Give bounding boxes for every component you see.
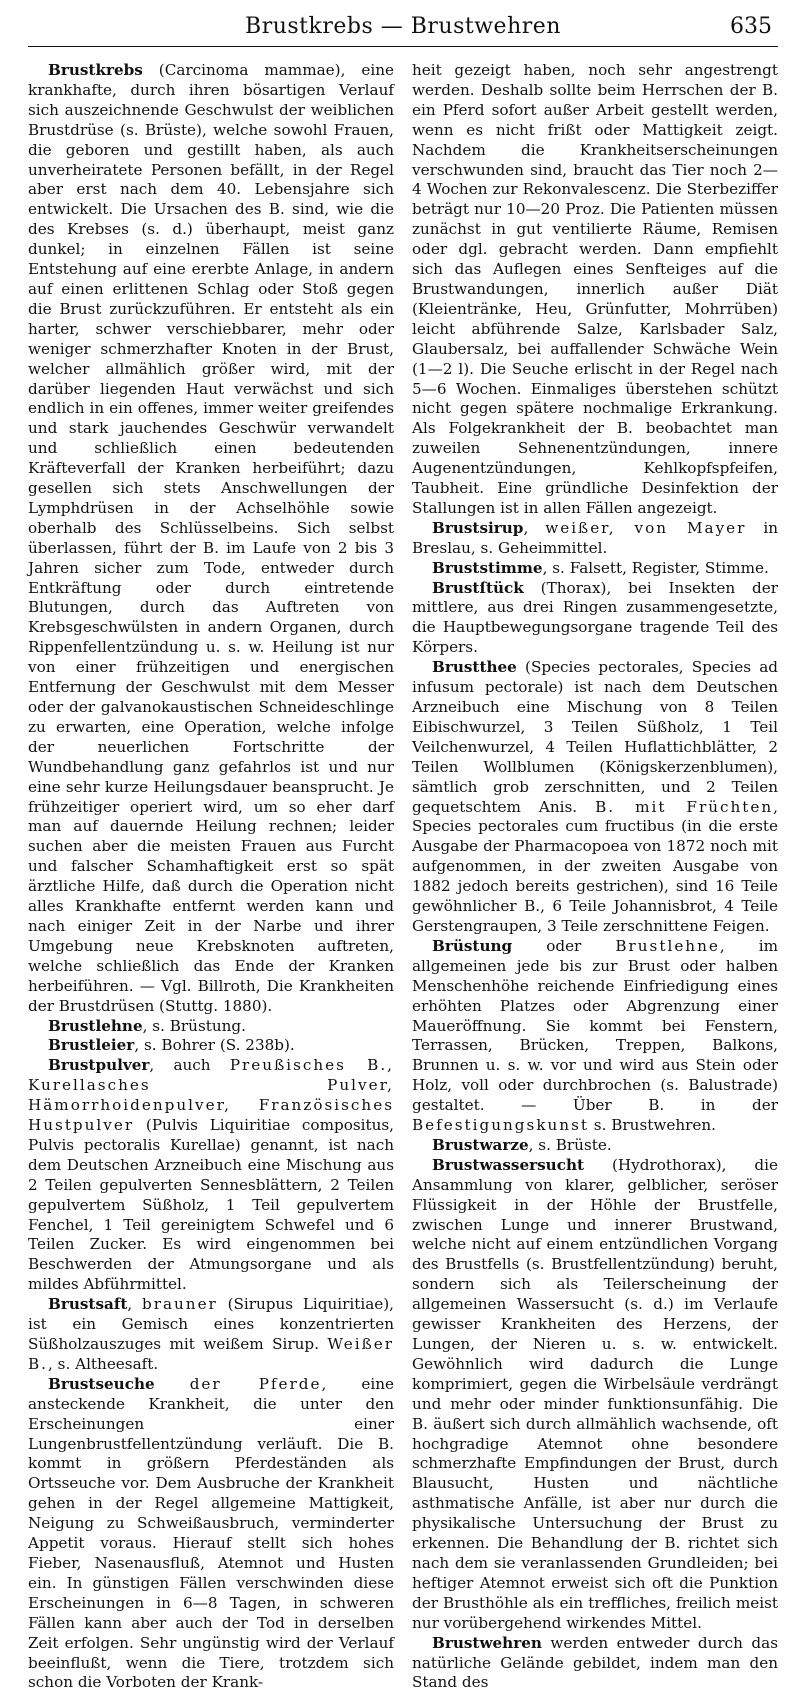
headword: Brüstung xyxy=(432,936,513,955)
entry-text: , Species pectorales cum fructibus (in die erste Ausgabe der Pharmacopoea von 1872 noch mit aufgenommen, in der zweiten Ausgabe von 1882 jedoch bereits gestrichen), sind 16 Teile gewöhnlicher B., 6 Teile Johannisbrot, 4 Teile Gerstengraupen, 3 Teile zerschnittene Feigen. xyxy=(412,797,778,935)
spaced-term: der Pferde xyxy=(189,1374,322,1393)
entry-brustthee xyxy=(412,658,778,937)
entry-brustkrebs xyxy=(28,61,394,1017)
headword: Brustſtück xyxy=(432,578,524,597)
entry-text: , s. Bohrer (S. 238b). xyxy=(134,1036,295,1055)
spaced-term: Weißer B. xyxy=(28,1335,394,1373)
headword: Brustpulver xyxy=(48,1056,150,1075)
entry-text: , auch xyxy=(149,1056,230,1075)
entry-brustseuche-continued: heit gezeigt haben, noch sehr angestrengt werden. Deshalb sollte beim Herrschen der B. ein Pferd sofort außer Arbeit gestellt werden, wenn es nicht frißt oder Mattigkeit zeigt. Nachdem die Krankheitserscheinungen verschwunden sind, braucht das Tier noch 2—4 Wochen zur Rekonvalescenz. Die Sterbeziffer beträgt nur 10—20 Proz. Die Patienten müssen zunächst in gut ventilierte Räume, Remisen oder dgl. gebracht werden. Dann empfiehlt sich das Auflegen eines Senfteiges auf die Brustwandungen, innerlich außer Diät (Kleientränke, Heu, Grünfutter, Mohrrüben) leicht abführende Salze, Karlsbader Salz, Glaubersalz, bei auffallender Schwäche Wein (1—2 l). Die Seuche erlischt in der Regel nach 5—6 Wochen. Einmaliges überstehen schützt nicht gegen spätere nochmalige Erkrankung. Als Folgekrankheit der B. beobachtet man zuweilen Sehnenentzündungen, innere Augenentzündungen, Kehlkopfspfeifen, Taubheit. Eine gründliche Desinfektion der Stallungen ist in allen Fällen angezeigt. xyxy=(412,61,778,517)
entry-text: (Sirupus Liquiritiae), ist ein Gemisch eines konzentrierten Süßholzauszuges mit weißem Sirup. xyxy=(28,1295,395,1353)
headword: Brustleier xyxy=(48,1036,135,1055)
entry-text: , s. Brüste. xyxy=(528,1135,612,1154)
entry-text: , im allgemeinen jede bis zur Brust oder halben Menschenhöhe reichende Einfriedigung eines erhöhten Platzes oder Abgrenzung einer Maueröffnung. Sie kommt bei Fenstern, Terrassen, Brücken, Treppen, Balkons, Brunnen u. s. w. vor und wird aus Stein oder Holz, voll oder durchbrochen (s. Balustrade) gestaltet. — Über B. in der xyxy=(412,936,778,1115)
entry-text: , s. Falsett, Register, Stimme. xyxy=(542,558,769,577)
running-title: Brustkrebs — Brustwehren xyxy=(245,14,561,39)
headword: Brustsirup xyxy=(432,518,524,537)
headword: Brustlehne xyxy=(48,1016,143,1035)
entry-text: (Carcinoma mammae), eine krankhafte, durch ihren bösartigen Verlauf sich auszeichnende Geschwulst der weiblichen Brustdrüse (s. Brüste), welche sowohl Frauen, die geboren und gestillt haben, als auch unverheiratete Personen befällt, in der Regel aber erst nach dem 40. Lebensjahre sich entwickelt. Die Ursachen des B. sind, wie die des Krebses (s. d.) überhaupt, meist ganz dunkel; in einzelnen Fällen ist seine Entstehung auf eine ererbte Anlage, in andern auf einen erlittenen Schlag oder Stoß gegen die Brust zurückzuführen. Er entsteht als ein harter, schwer verschiebbarer, mehr oder weniger schmerzhafter Knoten in der Brust, welcher allmählich größer wird, mit der darüber liegenden Haut verwächst und sich endlich in ein offenes, immer weiter greifendes und stark jauchendes Geschwür verwandelt und schließlich einen bedeutenden Kräfteverfall der Kranken herbeiführt; dazu gesellen sich stets Anschwellungen der Lymphdrüsen in der Achselhöhle sowie oberhalb des Schlüsselbeins. Sich selbst überlassen, führt der B. im Laufe von 2 bis 3 Jahren sicher zum Tode, entweder durch Entkräftung oder durch eintretende Blutungen, durch das Auftreten von Krebsgeschwülsten in andern Organen, durch Rippenfellentzündung u. s. w. Heilung ist nur von einer frühzeitigen und energischen Entfernung der Geschwulst mit dem Messer oder der galvanokaustischen Schneideschlinge zu erwarten, eine Operation, welche infolge der neuerlichen Fortschritte der Wundbehandlung ganz gefahrlos ist und nur eine sehr kurze Heilungsdauer beansprucht. Je frühzeitiger operiert wird, um so eher darf man auf dauernde Heilung rechnen; leider suchen aber die meisten Frauen aus Furcht und falscher Schamhaftigkeit erst so spät ärztliche Hilfe, daß durch die Operation nicht alles Krankhafte entfernt werden kann und nach einiger Zeit in der Narbe und ihrer Umgebung neue Krebsknoten auftreten, welche schließlich das Ende der Kranken herbeiführen. — Vgl. Billroth, Die Krankheiten der Brustdrüsen (Stuttg. 1880). xyxy=(28,61,394,1015)
entry-text: in Breslau, s. Geheimmittel. xyxy=(412,518,778,557)
entry-brustsirup xyxy=(412,519,778,559)
left-column xyxy=(28,61,394,1693)
entry-text: (Thorax), bei Insekten der mittlere, aus drei Ringen zusammengesetzte, die Hauptbewegungsorgane tragende Teil des Körpers. xyxy=(412,578,778,657)
entry-brustsaft xyxy=(28,1295,394,1375)
entry-brustpulver xyxy=(28,1056,394,1295)
spaced-term: B. mit Früchten xyxy=(595,797,774,816)
page-header xyxy=(28,0,778,47)
headword: Brustseuche xyxy=(48,1374,155,1393)
entry-text: , s. Brüstung. xyxy=(142,1016,246,1035)
entry-text: , s. Altheesaft. xyxy=(48,1354,159,1373)
entry-brustwassersucht xyxy=(412,1156,778,1634)
entry-brustwarze xyxy=(412,1136,778,1156)
entry-bruestung xyxy=(412,937,778,1136)
spaced-term: Befestigungskunst xyxy=(412,1116,589,1135)
spaced-term: Brustlehne xyxy=(615,936,720,955)
entry-brustwehren xyxy=(412,1634,778,1693)
entry-bruststimme xyxy=(412,559,778,579)
headword: Brustkrebs xyxy=(48,61,143,79)
entry-text: , xyxy=(523,518,546,537)
headword: Brustwehren xyxy=(432,1633,542,1652)
text-columns xyxy=(28,61,778,1693)
headword: Brustthee xyxy=(432,658,517,677)
entry-brustseuche xyxy=(28,1375,394,1693)
spaced-term: weißer, von Mayer xyxy=(545,518,747,537)
entry-text: s. Brustwehren. xyxy=(588,1116,716,1135)
headword: Brustwarze xyxy=(432,1135,529,1154)
spaced-term: brauner xyxy=(141,1295,218,1314)
entry-text: oder xyxy=(512,936,616,955)
headword: Brustwassersucht xyxy=(432,1155,585,1174)
entry-text: , xyxy=(127,1295,142,1314)
headword: Brustsaft xyxy=(48,1295,128,1314)
right-column xyxy=(412,61,778,1693)
page-number: 635 xyxy=(730,14,772,39)
entry-text xyxy=(155,1375,190,1393)
entry-text: werden entweder durch das natürliche Gelände gebildet, indem man den Stand des xyxy=(412,1633,778,1692)
entry-brustleier xyxy=(28,1036,394,1056)
entry-brustlehne xyxy=(28,1017,394,1037)
entry-text: (Species pectorales, Species ad infusum pectorale) ist nach dem Deutschen Arzneibuch eine Mischung von 8 Teilen Eibischwurzel, 3 Teilen Süßholz, 1 Teil Veilchenwurzel, 4 Teilen Huflattichblätter, 2 Teilen Wollblumen (Königskerzenblumen), sämtlich grob zerschnitten, und 2 Teilen gequetschtem Anis. xyxy=(412,658,778,816)
entry-text: (Hydrothorax), die Ansammlung von klarer, gelblicher, seröser Flüssigkeit in der Höhle der Brustfelle, zwischen Lunge und innerer Brustwand, welche nicht auf einem entzündlichen Vorgang des Brustfells (s. Brustfellentzündung) beruht, sondern sich als Teilerscheinung der allgemeinen Wassersucht (s. d.) im Verlaufe gewisser Krankheiten des Herzens, der Lungen, der Nieren u. s. w. entwickelt. Gewöhnlich wird dadurch die Lunge komprimiert, gegen die Wirbelsäule verdrängt und mehr oder minder funktionsunfähig. Die B. äußert sich durch allmählich wachsende, oft hochgradige Atemnot ohne besondere schmerzhafte Empfindungen der Brust, durch Blausucht, Husten und nächtliche asthmatische Anfälle, ist aber nur durch die physikalische Untersuchung der Brust zu erkennen. Die Behandlung der B. richtet sich nach dem sie veranlassenden Grundleiden; bei heftiger Atemnot erweist sich oft die Punktion der Brusthöhle als ein treffliches, freilich meist nur vorübergehend wirkendes Mittel. xyxy=(412,1155,778,1632)
headword: Bruststimme xyxy=(432,558,543,577)
spaced-term: Preußisches B., Kurellasches Pulver, Hämorrhoidenpulver, Französisches Hustpulver xyxy=(28,1056,395,1135)
entry-text: , eine ansteckende Krankheit, die unter den Erscheinungen einer Lungenbrustfellentzündung verläuft. Die B. kommt in größern Pferdeständen als Ortsseuche vor. Dem Ausbruche der Krankheit gehen in der Regel allgemeine Mattigkeit, Neigung zu Schweißausbruch, verminderter Appetit voraus. Hierauf stellt sich hohes Fieber, Nasenausfluß, Atemnot und Husten ein. In günstigen Fällen verschwinden diese Erscheinungen in 6—8 Tagen, in schweren Fällen kann aber auch der Tod in derselben Zeit erfolgen. Sehr ungünstig wird der Verlauf beeinflußt, wenn die Tiere, trotzdem sich schon die Vorboten der Krank- xyxy=(28,1374,394,1692)
entry-bruststueck xyxy=(412,579,778,659)
entry-text: (Pulvis Liquiritiae compositus, Pulvis pectoralis Kurellae) genannt, ist nach dem Deutschen Arzneibuch eine Mischung aus 2 Teilen gepulverten Sennesblättern, 2 Teilen gepulvertem Süßholz, 1 Teil gepulvertem Fenchel, 1 Teil gereinigtem Schwefel und 6 Teilen Zucker. Es wird eingenommen bei Beschwerden der Atmungsorgane und als mildes Abführmittel. xyxy=(28,1116,394,1294)
